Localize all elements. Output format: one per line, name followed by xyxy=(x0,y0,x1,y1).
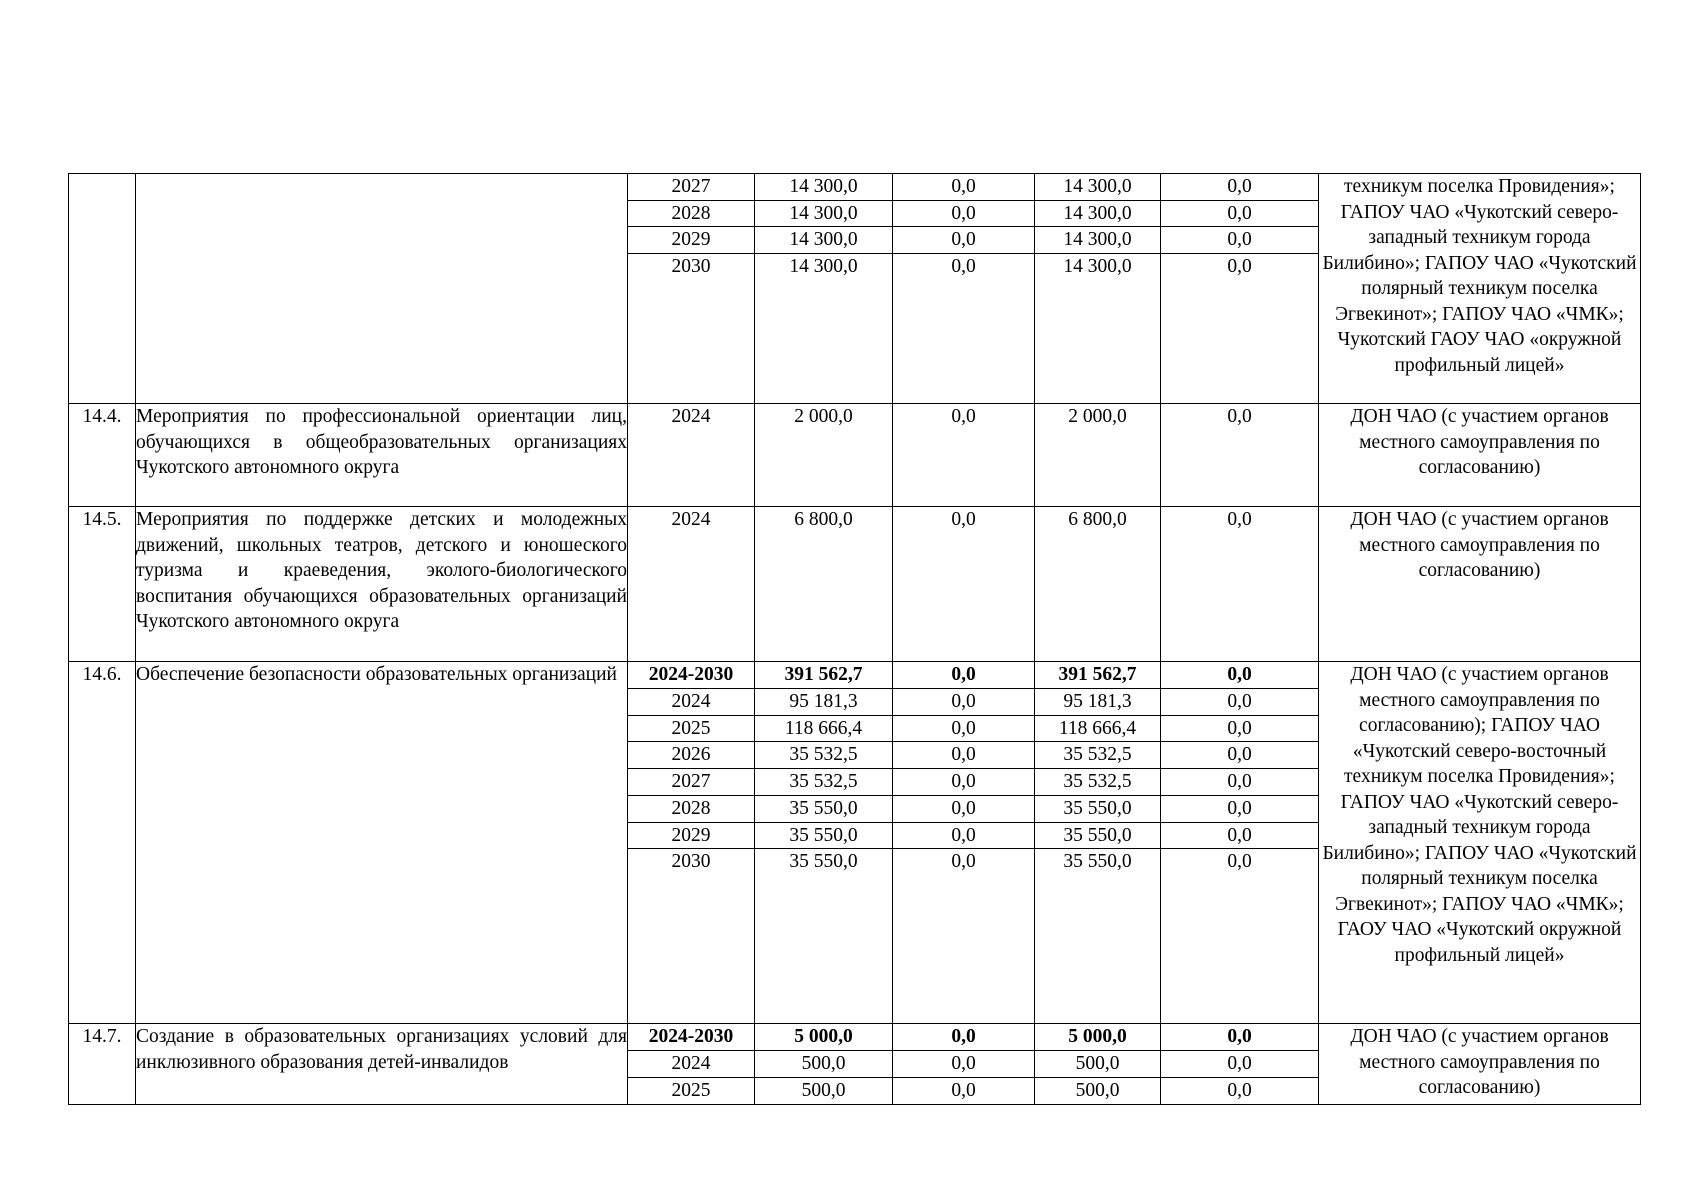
amount-cell: 0,0 xyxy=(893,822,1035,849)
total-cell: 35 550,0 xyxy=(755,849,893,1024)
amount-cell: 0,0 xyxy=(893,254,1035,404)
amount-cell: 0,0 xyxy=(1161,742,1319,769)
table-row xyxy=(69,662,1641,689)
amount-cell: 35 532,5 xyxy=(1035,769,1161,796)
year-cell: 2027 xyxy=(628,769,755,796)
total-cell: 95 181,3 xyxy=(755,688,893,715)
amount-cell: 0,0 xyxy=(1161,1024,1319,1051)
amount-cell: 0,0 xyxy=(893,507,1035,662)
amount-cell: 0,0 xyxy=(1161,662,1319,689)
amount-cell: 0,0 xyxy=(1161,1077,1319,1104)
amount-cell: 0,0 xyxy=(1161,769,1319,796)
amount-cell: 0,0 xyxy=(1161,822,1319,849)
item-number: 14.7. xyxy=(69,1024,136,1105)
year-cell: 2028 xyxy=(628,200,755,227)
amount-cell: 0,0 xyxy=(1161,507,1319,662)
amount-cell: 0,0 xyxy=(893,174,1035,201)
amount-cell: 2 000,0 xyxy=(1035,404,1161,507)
item-number-cell xyxy=(69,174,136,404)
amount-cell: 95 181,3 xyxy=(1035,688,1161,715)
amount-cell: 0,0 xyxy=(1161,849,1319,1024)
item-number: 14.5. xyxy=(69,507,136,662)
amount-cell: 0,0 xyxy=(1161,200,1319,227)
year-cell: 2025 xyxy=(628,715,755,742)
total-cell: 500,0 xyxy=(755,1077,893,1104)
total-cell: 391 562,7 xyxy=(755,662,893,689)
year-cell: 2026 xyxy=(628,742,755,769)
item-number: 14.6. xyxy=(69,662,136,1024)
item-title: Мероприятия по профессиональной ориентации лиц, обучающихся в общеобразовательных организациях Чукотского автономного округа xyxy=(136,404,628,507)
total-cell: 14 300,0 xyxy=(755,254,893,404)
year-cell: 2027 xyxy=(628,174,755,201)
amount-cell: 0,0 xyxy=(1161,688,1319,715)
executor-cell: ДОН ЧАО (с участием органов местного самоуправления по согласованию) xyxy=(1319,404,1641,507)
amount-cell: 5 000,0 xyxy=(1035,1024,1161,1051)
amount-cell: 0,0 xyxy=(893,404,1035,507)
amount-cell: 0,0 xyxy=(893,849,1035,1024)
amount-cell: 0,0 xyxy=(1161,174,1319,201)
table-row xyxy=(69,507,1641,662)
year-cell: 2024 xyxy=(628,1050,755,1077)
amount-cell: 0,0 xyxy=(893,1077,1035,1104)
amount-cell: 0,0 xyxy=(893,1024,1035,1051)
executor-cell: ДОН ЧАО (с участием органов местного самоуправления по согласованию) xyxy=(1319,507,1641,662)
total-cell: 5 000,0 xyxy=(755,1024,893,1051)
amount-cell: 0,0 xyxy=(1161,715,1319,742)
amount-cell: 14 300,0 xyxy=(1035,200,1161,227)
amount-cell: 500,0 xyxy=(1035,1077,1161,1104)
year-cell: 2028 xyxy=(628,795,755,822)
amount-cell: 0,0 xyxy=(1161,1050,1319,1077)
executor-cell: ДОН ЧАО (с участием органов местного самоуправления по согласованию) xyxy=(1319,1024,1641,1105)
amount-cell: 0,0 xyxy=(1161,254,1319,404)
year-cell: 2024 xyxy=(628,688,755,715)
total-cell: 35 550,0 xyxy=(755,822,893,849)
item-title: Обеспечение безопасности образовательных организаций xyxy=(136,662,628,1024)
amount-cell: 0,0 xyxy=(1161,795,1319,822)
amount-cell: 14 300,0 xyxy=(1035,254,1161,404)
year-cell: 2029 xyxy=(628,822,755,849)
year-cell: 2029 xyxy=(628,227,755,254)
amount-cell: 0,0 xyxy=(893,662,1035,689)
total-cell: 118 666,4 xyxy=(755,715,893,742)
year-cell: 2024-2030 xyxy=(628,662,755,689)
amount-cell: 35 550,0 xyxy=(1035,795,1161,822)
total-cell: 2 000,0 xyxy=(755,404,893,507)
year-cell: 2024 xyxy=(628,404,755,507)
amount-cell: 500,0 xyxy=(1035,1050,1161,1077)
year-cell: 2030 xyxy=(628,849,755,1024)
amount-cell: 0,0 xyxy=(893,200,1035,227)
amount-cell: 0,0 xyxy=(893,1050,1035,1077)
amount-cell: 35 532,5 xyxy=(1035,742,1161,769)
amount-cell: 35 550,0 xyxy=(1035,822,1161,849)
year-cell: 2024 xyxy=(628,507,755,662)
amount-cell: 0,0 xyxy=(893,742,1035,769)
amount-cell: 14 300,0 xyxy=(1035,174,1161,201)
amount-cell: 0,0 xyxy=(1161,404,1319,507)
year-cell: 2025 xyxy=(628,1077,755,1104)
amount-cell: 35 550,0 xyxy=(1035,849,1161,1024)
total-cell: 35 550,0 xyxy=(755,795,893,822)
item-title-cell xyxy=(136,174,628,404)
amount-cell: 0,0 xyxy=(893,715,1035,742)
amount-cell: 0,0 xyxy=(893,795,1035,822)
executor-cell: ДОН ЧАО (с участием органов местного самоуправления по согласованию); ГАПОУ ЧАО «Чукотский северо-восточный техникум поселка Провидения»; ГАПОУ ЧАО «Чукотский северо-западный техникум города Билибино»; ГАПОУ ЧАО «Чукотский полярный техникум поселка Эгвекинот»; ГАПОУ ЧАО «ЧМК»; ГАОУ ЧАО «Чукотский окружной профильный лицей» xyxy=(1319,662,1641,1024)
total-cell: 14 300,0 xyxy=(755,200,893,227)
item-title: Мероприятия по поддержке детских и молодежных движений, школьных театров, детского и юношеского туризма и краеведения, эколого-биологического воспитания обучающихся образовательных организаций Чукотского автономного округа xyxy=(136,507,628,662)
program-activities-table xyxy=(68,173,1641,1105)
year-cell: 2030 xyxy=(628,254,755,404)
total-cell: 500,0 xyxy=(755,1050,893,1077)
table-row xyxy=(69,404,1641,507)
table-row xyxy=(69,174,1641,201)
total-cell: 35 532,5 xyxy=(755,769,893,796)
amount-cell: 14 300,0 xyxy=(1035,227,1161,254)
amount-cell: 0,0 xyxy=(893,688,1035,715)
amount-cell: 0,0 xyxy=(893,769,1035,796)
amount-cell: 118 666,4 xyxy=(1035,715,1161,742)
item-number: 14.4. xyxy=(69,404,136,507)
year-cell: 2024-2030 xyxy=(628,1024,755,1051)
amount-cell: 0,0 xyxy=(1161,227,1319,254)
item-title: Создание в образовательных организациях условий для инклюзивного образования детей-инвалидов xyxy=(136,1024,628,1105)
total-cell: 14 300,0 xyxy=(755,227,893,254)
executor-cell: техникум поселка Провидения»; ГАПОУ ЧАО «Чукотский северо-западный техникум города Билибино»; ГАПОУ ЧАО «Чукотский полярный техникум поселка Эгвекинот»; ГАПОУ ЧАО «ЧМК»; Чукотский ГАОУ ЧАО «окружной профильный лицей» xyxy=(1319,174,1641,404)
amount-cell: 391 562,7 xyxy=(1035,662,1161,689)
total-cell: 6 800,0 xyxy=(755,507,893,662)
total-cell: 35 532,5 xyxy=(755,742,893,769)
amount-cell: 0,0 xyxy=(893,227,1035,254)
table-row xyxy=(69,1024,1641,1051)
amount-cell: 6 800,0 xyxy=(1035,507,1161,662)
total-cell: 14 300,0 xyxy=(755,174,893,201)
